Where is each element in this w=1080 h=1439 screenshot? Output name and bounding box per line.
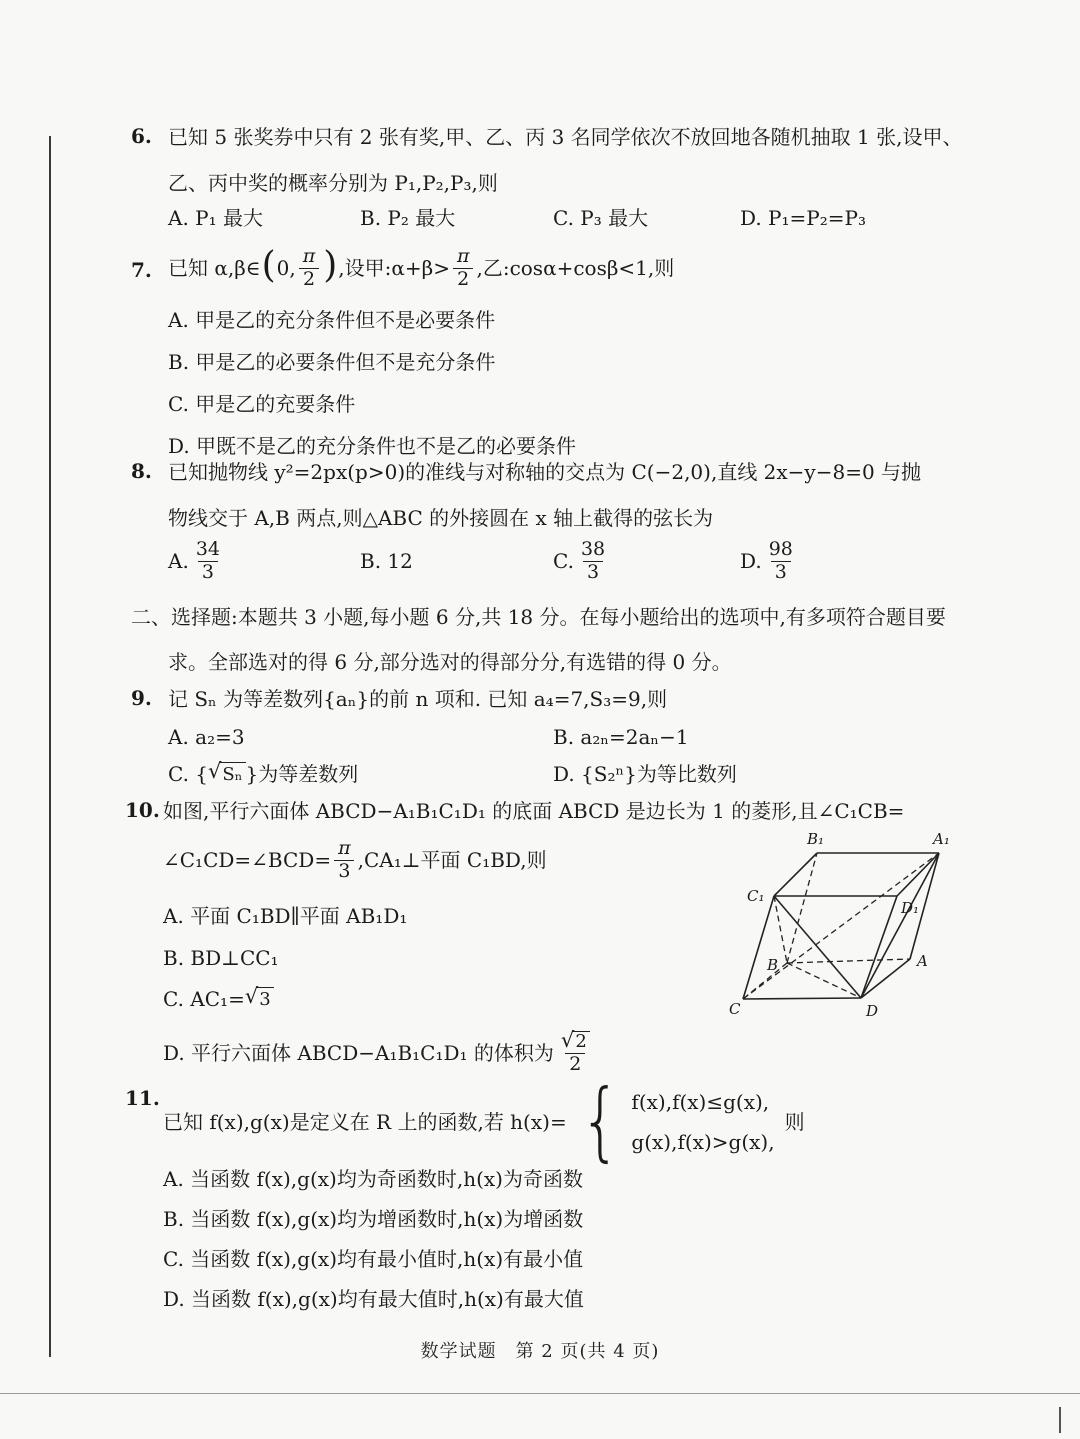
vertex-label-b: B xyxy=(767,956,779,974)
vertex-label-a: A xyxy=(917,952,928,970)
hidden-edge-b-c xyxy=(743,963,787,999)
q9-radical-sign: √ xyxy=(208,758,222,783)
q10-option-c-radical xyxy=(244,983,274,1012)
scan-corner-tick xyxy=(1059,1407,1061,1433)
q8-option-d xyxy=(740,532,800,590)
q8-option-a-denominator: 3 xyxy=(198,561,218,583)
hidden-diagonal-c-a1 xyxy=(743,853,939,999)
q10-option-a: A. 平面 C₁BD∥平面 AB₁D₁ xyxy=(163,904,408,928)
q10-line2-suffix: ,CA₁⊥平面 C₁BD,则 xyxy=(357,847,547,872)
q9-number: 9. xyxy=(131,686,152,710)
q8-option-d-denominator: 3 xyxy=(771,561,791,583)
q10-radical-sign-2: √ xyxy=(560,1027,575,1052)
q10-option-d-numerator xyxy=(557,1027,594,1053)
vertex-label-a1: A₁ xyxy=(933,830,950,848)
q7-fraction-pi-2a xyxy=(299,246,320,290)
vertex-label-b1: B₁ xyxy=(807,830,825,848)
q8-option-c-numerator: 38 xyxy=(580,538,606,561)
q8-number: 8. xyxy=(131,459,152,483)
q11-stem-suffix: 则 xyxy=(784,1109,805,1134)
q11-stem-prefix: 已知 f(x),g(x)是定义在 R 上的函数,若 h(x)= xyxy=(163,1109,567,1134)
q8-option-c-fraction xyxy=(577,539,609,583)
q7-interval-start: 0, xyxy=(276,255,296,280)
q9-option-c xyxy=(168,757,358,791)
q9-radicand: Sₙ xyxy=(219,762,245,787)
q10-option-c xyxy=(163,983,274,1015)
q10-parallelepiped-figure xyxy=(725,828,965,1024)
q7-paren-open: ( xyxy=(261,245,276,286)
q7-frac1-denominator: 2 xyxy=(299,268,319,290)
q8-option-c-denominator: 3 xyxy=(583,561,603,583)
q9-option-d: D. {S₂ⁿ}为等比数列 xyxy=(553,762,737,786)
q6-option-b: B. P₂ 最大 xyxy=(360,206,456,230)
q7-stem-seg3: ,乙:cosα+cosβ<1,则 xyxy=(476,255,675,280)
q6-stem-line1: 已知 5 张奖券中只有 2 张有奖,甲、乙、丙 3 名同学依次不放回地各随机抽取 1 张,设甲、 xyxy=(168,125,963,149)
diagonal-a1-d xyxy=(861,853,939,998)
page-footer: 数学试题 第 2 页(共 4 页) xyxy=(420,1341,660,1362)
section2-header-line1 xyxy=(131,604,946,630)
scan-left-border-line xyxy=(49,136,51,1357)
q8-option-d-label: D. xyxy=(740,548,762,573)
q11-option-d: D. 当函数 f(x),g(x)均有最大值时,h(x)有最大值 xyxy=(163,1287,584,1311)
q7-number: 7. xyxy=(131,258,152,282)
q9-option-c-suffix: }为等差数列 xyxy=(245,761,359,786)
q6-option-d: D. P₁=P₂=P₃ xyxy=(740,206,866,230)
q10-option-d-prefix: D. 平行六面体 ABCD−A₁B₁C₁D₁ 的体积为 xyxy=(163,1040,554,1065)
q9-option-a: A. a₂=3 xyxy=(168,725,245,749)
q10-option-b: B. BD⊥CC₁ xyxy=(163,946,279,970)
q11-case-1: f(x),f(x)≤g(x), xyxy=(631,1089,770,1114)
q10-option-d-fraction xyxy=(557,1027,594,1076)
q11-number: 11. xyxy=(125,1086,160,1110)
q10-radicand-2: 2 xyxy=(572,1031,589,1052)
section2-header-line2: 求。全部选对的得 6 分,部分选对的得部分分,有选错的得 0 分。 xyxy=(168,650,732,674)
q11-option-c: C. 当函数 f(x),g(x)均有最小值时,h(x)有最小值 xyxy=(163,1247,584,1271)
vertex-label-d1: D₁ xyxy=(901,899,920,917)
q8-option-c-label: C. xyxy=(553,548,574,573)
q11-option-a: A. 当函数 f(x),g(x)均为奇函数时,h(x)为奇函数 xyxy=(163,1167,583,1191)
vertex-label-c: C xyxy=(729,1000,741,1018)
q8-option-a-fraction xyxy=(192,539,224,583)
q10-stem-line2 xyxy=(163,832,547,888)
q7-stem-seg1: 已知 α,β∈ xyxy=(168,255,261,280)
q7-option-c: C. 甲是乙的充要条件 xyxy=(168,392,356,416)
q8-option-b-text: B. 12 xyxy=(360,548,413,573)
hidden-diagonal-c1-b xyxy=(774,896,787,963)
q11-piecewise-cases xyxy=(631,1089,774,1156)
q8-option-d-fraction xyxy=(765,539,797,583)
q11-piecewise-brace: { xyxy=(579,1071,621,1172)
q7-stem xyxy=(168,240,674,296)
q8-stem-line1: 已知抛物线 y²=2px(p>0)的准线与对称轴的交点为 C(−2,0),直线 2x−y−8=0 与抛 xyxy=(168,460,922,484)
q6-option-a: A. P₁ 最大 xyxy=(168,206,263,230)
scan-bottom-border-line xyxy=(0,1393,1080,1394)
q8-option-a xyxy=(168,532,227,590)
q8-option-a-numerator: 34 xyxy=(195,538,220,561)
q10-option-c-prefix: C. AC₁= xyxy=(163,986,245,1011)
q11-stem xyxy=(163,1071,805,1172)
section2-line1-text: 二、选择题:本题共 3 小题,每小题 6 分,共 18 分。在每小题给出的选项中,有多项符合题目要 xyxy=(131,605,946,629)
vertex-label-d: D xyxy=(866,1002,879,1020)
q9-option-c-radical xyxy=(208,758,246,787)
q6-number: 6. xyxy=(131,124,152,148)
q10-stem-line1: 如图,平行六面体 ABCD−A₁B₁C₁D₁ 的底面 ABCD 是边长为 1 的菱形,且∠C₁CB= xyxy=(163,799,905,823)
q7-frac2-denominator: 2 xyxy=(453,268,473,290)
q7-option-b: B. 甲是乙的必要条件但不是充分条件 xyxy=(168,350,496,374)
q9-option-b: B. a₂ₙ=2aₙ−1 xyxy=(553,725,689,749)
q8-option-d-numerator: 98 xyxy=(768,538,793,561)
hidden-edge-b-b1 xyxy=(787,853,817,963)
q7-stem-seg2: ,设甲:α+β> xyxy=(338,255,450,280)
q10-option-d-denominator: 2 xyxy=(565,1053,585,1075)
q11-case-2: g(x),f(x)>g(x), xyxy=(631,1130,775,1154)
vertex-label-c1: C₁ xyxy=(747,887,765,905)
q8-stem-line2: 物线交于 A,B 两点,则△ABC 的外接圆在 x 轴上截得的弦长为 xyxy=(168,506,714,530)
q10-frac-numerator: π xyxy=(338,837,351,860)
q7-frac2-numerator: π xyxy=(456,245,470,268)
q10-frac-denominator: 3 xyxy=(334,860,354,882)
q8-option-b xyxy=(360,532,413,590)
q9-stem: 记 Sₙ 为等差数列{aₙ}的前 n 项和. 已知 a₄=7,S₃=9,则 xyxy=(168,687,668,711)
q7-paren-close: ) xyxy=(323,245,338,286)
q6-option-c: C. P₃ 最大 xyxy=(553,206,649,230)
q10-radicand-3: 3 xyxy=(256,987,273,1012)
q9-option-c-prefix: C. { xyxy=(168,761,209,786)
q7-fraction-pi-2b xyxy=(453,246,474,290)
q7-option-d: D. 甲既不是乙的充分条件也不是乙的必要条件 xyxy=(168,434,577,458)
hidden-edge-b-a xyxy=(787,959,910,963)
q6-stem-line2: 乙、丙中奖的概率分别为 P₁,P₂,P₃,则 xyxy=(168,171,498,195)
q8-option-c xyxy=(553,532,612,590)
q10-fraction-pi-3 xyxy=(334,838,355,882)
q8-option-a-label: A. xyxy=(168,548,189,573)
q7-frac1-numerator: π xyxy=(302,245,316,268)
q7-option-a: A. 甲是乙的充分条件但不是必要条件 xyxy=(168,308,496,332)
q10-line2-prefix: ∠C₁CD=∠BCD= xyxy=(163,847,332,872)
hidden-diagonal-b-d xyxy=(787,963,861,998)
q10-number: 10. xyxy=(125,798,160,822)
edge-c-c1 xyxy=(743,896,774,999)
edge-c-d xyxy=(743,998,861,999)
q10-option-d-radical xyxy=(560,1027,590,1052)
q11-option-b: B. 当函数 f(x),g(x)均为增函数时,h(x)为增函数 xyxy=(163,1207,584,1231)
q10-radical-sign-3: √ xyxy=(244,983,259,1008)
diagonal-c1-d xyxy=(774,896,861,998)
